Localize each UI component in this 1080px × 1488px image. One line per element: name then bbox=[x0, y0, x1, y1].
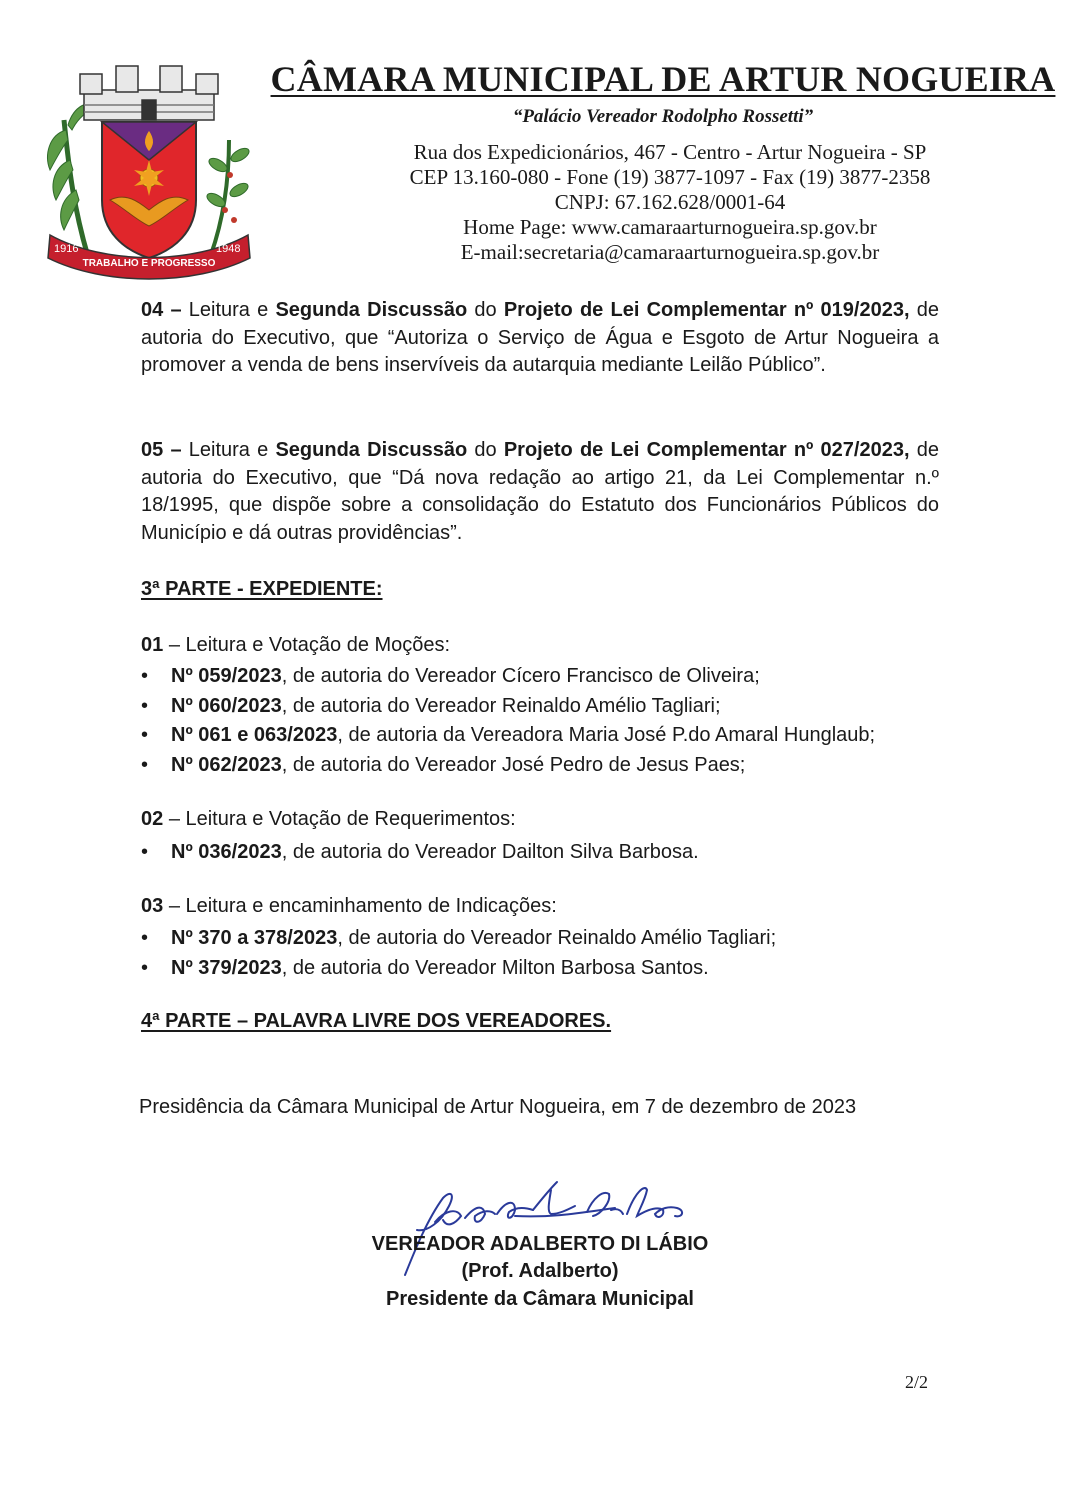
address-line-street: Rua dos Expedicionários, 467 - Centro - Artur Nogueira - SP bbox=[413, 140, 927, 164]
item-bill-number: Projeto de Lei Complementar nº 019/2023, bbox=[503, 299, 910, 321]
mural-crown-icon bbox=[80, 66, 218, 120]
list-item bbox=[141, 924, 776, 954]
list-item bbox=[141, 838, 699, 868]
agenda-item-04 bbox=[141, 297, 939, 380]
entry-text: , de autoria do Vereador Cícero Francisco de Oliveira; bbox=[281, 665, 760, 687]
entry-text: , de autoria do Vereador Reinaldo Amélio Tagliari; bbox=[281, 694, 721, 717]
entry-text: , de autoria do Vereador Reinaldo Amélio Tagliari; bbox=[337, 927, 777, 949]
list-item bbox=[141, 662, 875, 692]
group-02-title bbox=[141, 808, 516, 831]
page-number: 2/2 bbox=[905, 1372, 929, 1392]
item-description: de autoria do Executivo, que “Dá nova redação ao artigo 21, da Lei Complementar n.º 18/1995, que dispõe sobre a consolidação do Estatuto dos Funcionários Públicos do Município e dá outras providências”. bbox=[141, 439, 939, 544]
item-text: do bbox=[474, 299, 497, 321]
bullet: • bbox=[141, 956, 149, 979]
item-text: Leitura e bbox=[188, 299, 269, 321]
group-number: 01 bbox=[141, 634, 164, 656]
group-01-title bbox=[141, 634, 450, 657]
item-bold: Segunda Discussão bbox=[275, 299, 468, 321]
entry-text: , de autoria do Vereador Dailton Silva Barbosa. bbox=[281, 841, 699, 863]
entry-number: Nº 060/2023 bbox=[171, 694, 282, 717]
item-number: 04 bbox=[141, 299, 164, 321]
list-item bbox=[141, 954, 776, 984]
item-text: Leitura e bbox=[188, 439, 269, 461]
item-dash: – bbox=[170, 299, 182, 321]
entry-number: Nº 370 a 378/2023 bbox=[171, 927, 338, 949]
entry-text: , de autoria da Vereadora Maria José P.do Amaral Hunglaub; bbox=[337, 724, 876, 746]
list-item bbox=[141, 751, 875, 781]
bullet: • bbox=[141, 841, 149, 863]
requirements-list bbox=[141, 838, 699, 868]
ribbon-year-right: 1948 bbox=[216, 243, 241, 255]
group-label: – Leitura e encaminhamento de Indicações: bbox=[168, 895, 557, 917]
item-bill-number: Projeto de Lei Complementar nº 027/2023, bbox=[503, 439, 910, 461]
municipal-coat-of-arms bbox=[44, 60, 254, 285]
closing-statement: Presidência da Câmara Municipal de Artur Nogueira, em 7 de dezembro de 2023 bbox=[139, 1096, 857, 1118]
entry-number: Nº 059/2023 bbox=[171, 665, 282, 687]
item-number: 05 bbox=[141, 439, 164, 461]
chamber-title: CÂMARA MUNICIPAL DE ARTUR NOGUEIRA bbox=[270, 59, 1056, 99]
item-dash: – bbox=[170, 439, 182, 461]
entry-text: , de autoria do Vereador Milton Barbosa Santos. bbox=[281, 956, 709, 979]
palace-subtitle: “Palácio Vereador Rodolpho Rossetti” bbox=[512, 106, 814, 127]
bullet: • bbox=[141, 927, 149, 949]
sugar-cane-icon bbox=[48, 103, 99, 260]
list-item bbox=[141, 692, 875, 722]
indications-list bbox=[141, 924, 776, 983]
entry-number: Nº 061 e 063/2023 bbox=[171, 724, 338, 746]
bullet: • bbox=[141, 724, 149, 746]
address-line-email: E-mail:secretaria@camaraarturnogueira.sp.gov.br bbox=[460, 240, 880, 264]
part3-heading: 3ª PARTE - EXPEDIENTE: bbox=[141, 578, 383, 600]
motions-list bbox=[141, 662, 875, 780]
entry-number: Nº 036/2023 bbox=[171, 841, 282, 863]
bullet: • bbox=[141, 665, 149, 687]
list-item bbox=[141, 721, 875, 751]
entry-number: Nº 062/2023 bbox=[171, 753, 282, 776]
item-text: do bbox=[474, 439, 497, 461]
agenda-item-05 bbox=[141, 437, 939, 547]
group-label: – Leitura e Votação de Moções: bbox=[168, 634, 451, 656]
bullet: • bbox=[141, 694, 149, 717]
address-line-phone: CEP 13.160-080 - Fone (19) 3877-1097 - Fax (19) 3877-2358 bbox=[409, 165, 931, 189]
address-line-cnpj: CNPJ: 67.162.628/0001-64 bbox=[554, 190, 786, 214]
part4-heading: 4ª PARTE – PALAVRA LIVRE DOS VEREADORES. bbox=[141, 1010, 612, 1032]
entry-text: , de autoria do Vereador José Pedro de Jesus Paes; bbox=[281, 753, 746, 776]
group-label: – Leitura e Votação de Requerimentos: bbox=[168, 808, 516, 830]
shield bbox=[102, 122, 196, 258]
group-03-title bbox=[141, 895, 557, 918]
ribbon-year-left: 1916 bbox=[54, 243, 79, 255]
address-line-homepage: Home Page: www.camaraarturnogueira.sp.gov.br bbox=[463, 215, 877, 239]
bullet: • bbox=[141, 753, 149, 776]
signatory-role: Presidente da Câmara Municipal bbox=[386, 1288, 694, 1310]
ribbon-motto: TRABALHO E PROGRESSO bbox=[82, 258, 216, 269]
group-number: 02 bbox=[141, 808, 164, 830]
signatory-nickname: (Prof. Adalberto) bbox=[461, 1260, 619, 1282]
item-description: de autoria do Executivo, que “Autoriza o Serviço de Água e Esgoto de Artur Nogueira a promover a venda de bens inservíveis da autarquia mediante Leilão Público”. bbox=[141, 299, 939, 376]
signatory-name: VEREADOR ADALBERTO DI LÁBIO bbox=[371, 1233, 709, 1255]
group-number: 03 bbox=[141, 895, 164, 917]
item-bold: Segunda Discussão bbox=[275, 439, 468, 461]
entry-number: Nº 379/2023 bbox=[171, 956, 282, 979]
